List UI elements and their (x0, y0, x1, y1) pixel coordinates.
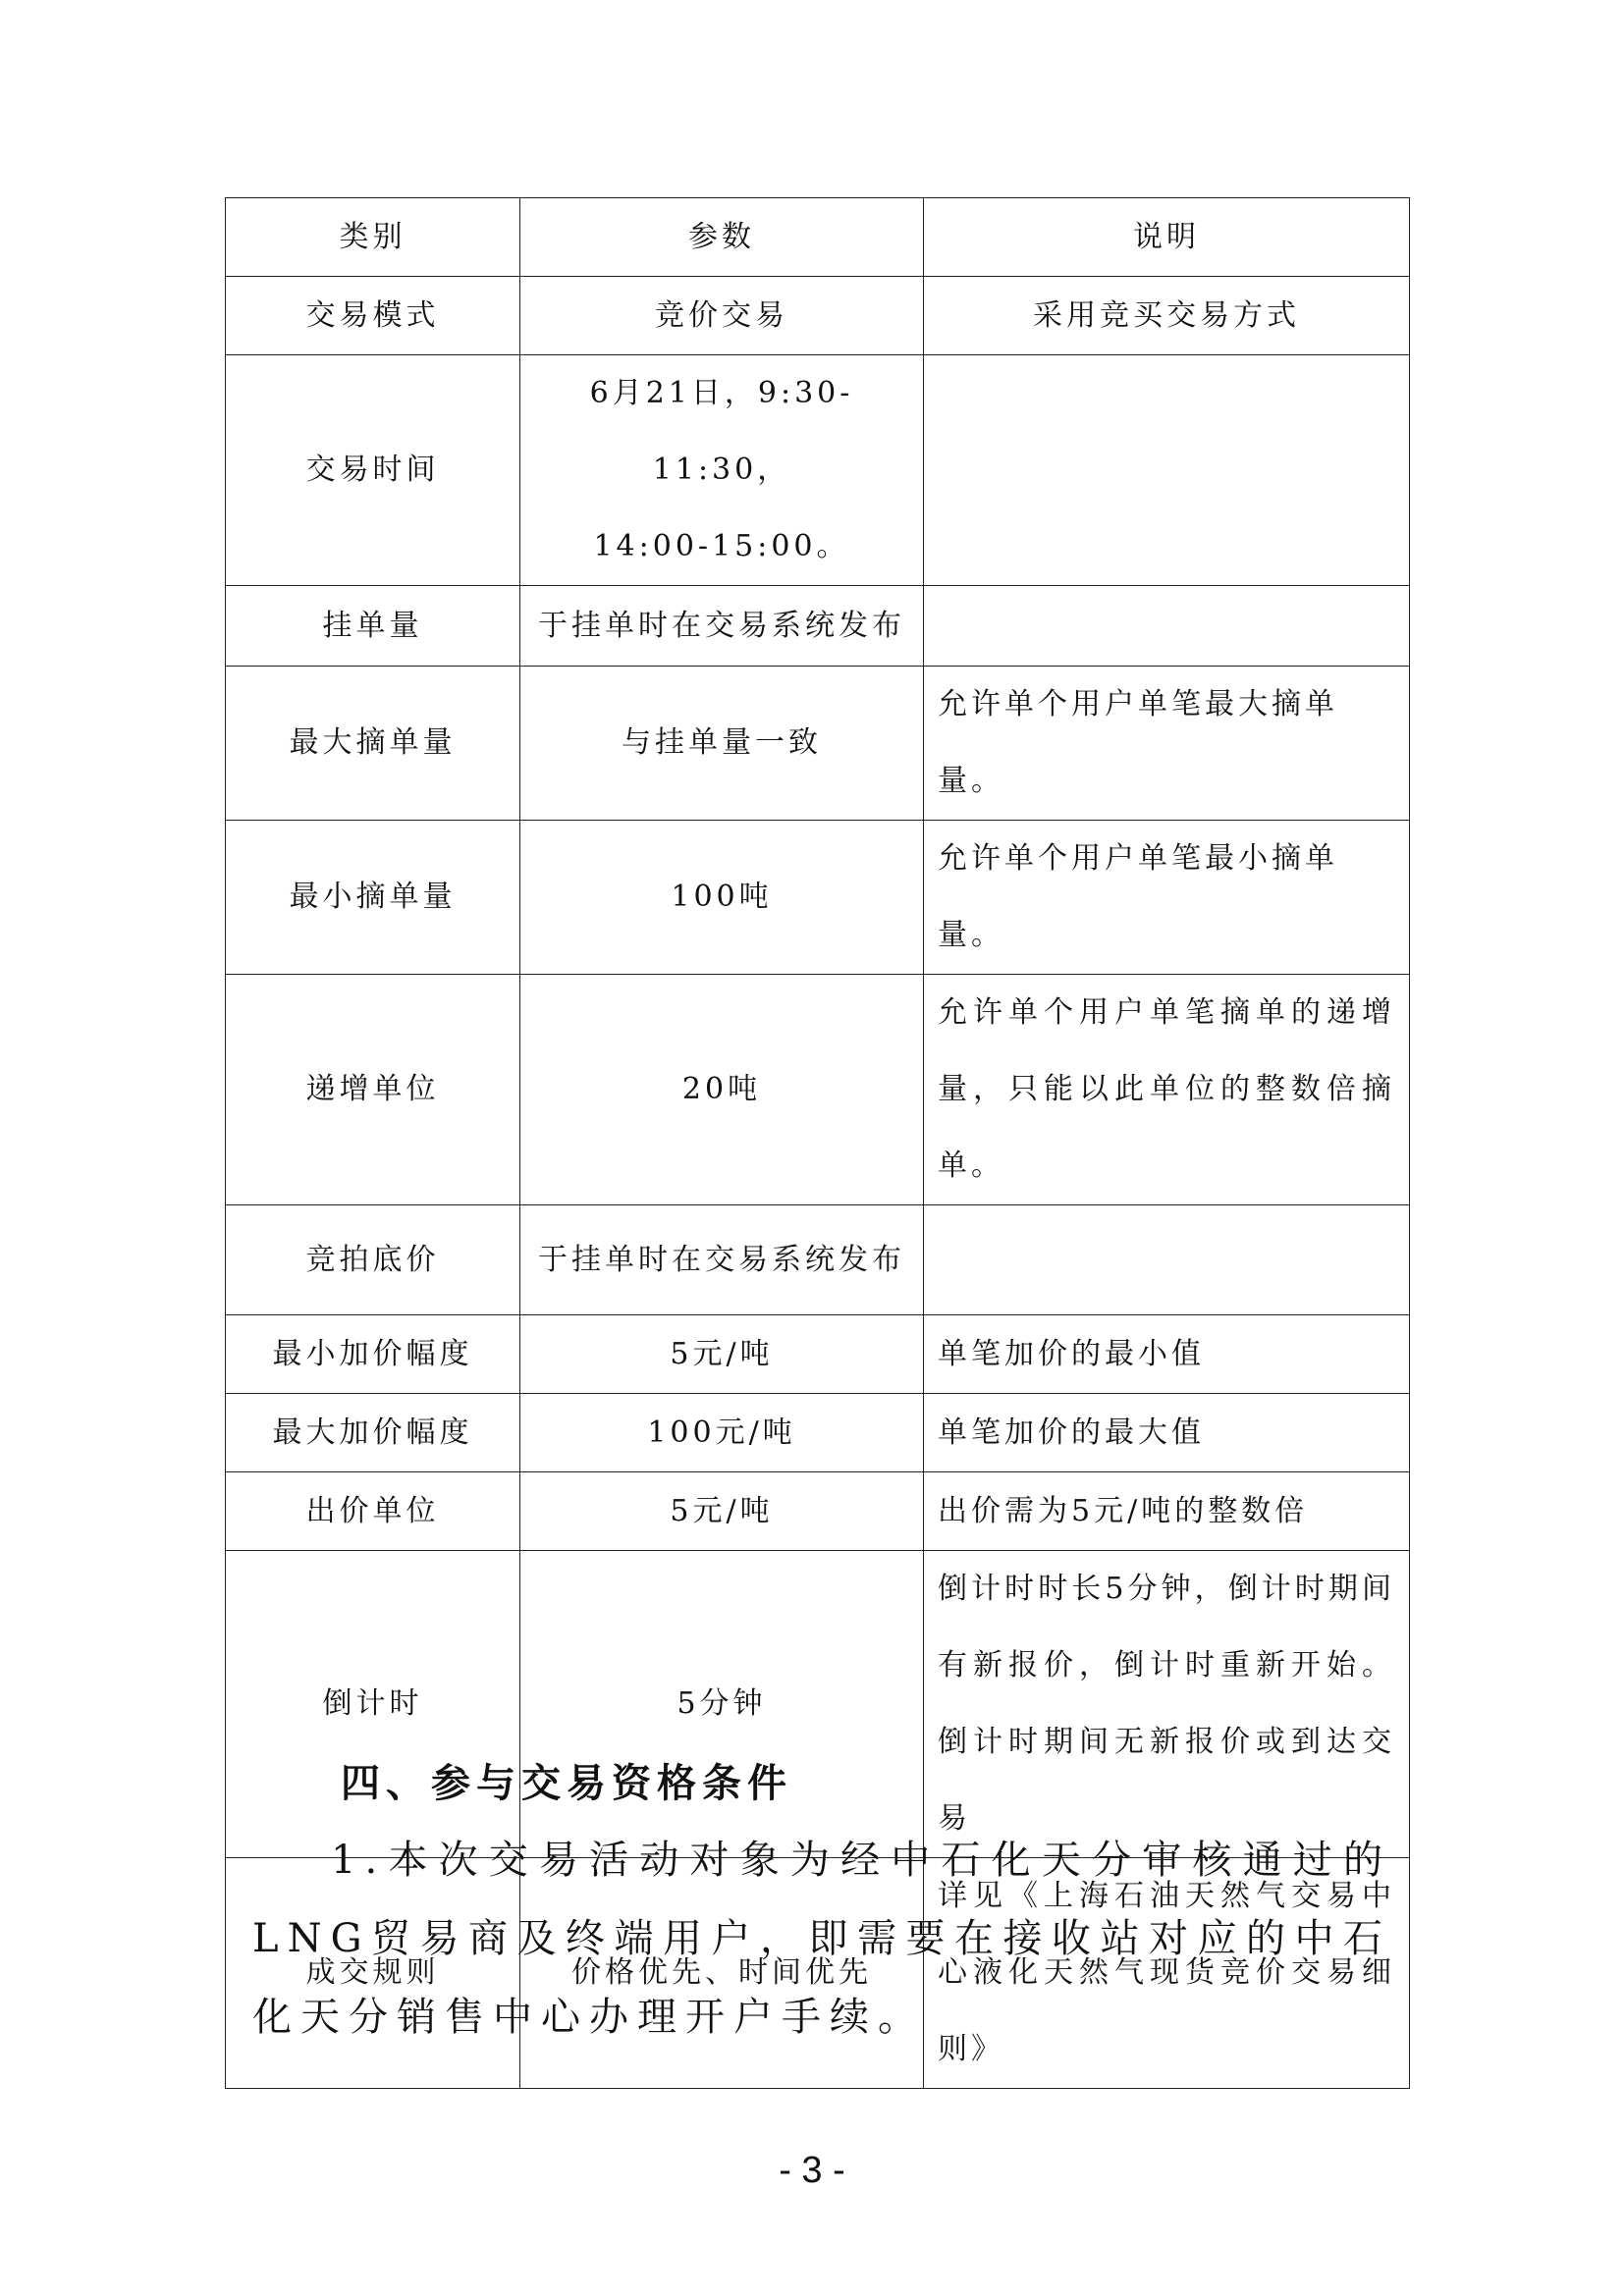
table-row (226, 1315, 1410, 1394)
row-parameter: 与挂单量一致 (520, 667, 924, 821)
row-description: 单笔加价的最大值 (924, 1394, 1410, 1472)
row-category: 成交规则 (226, 1858, 520, 2089)
header-parameter: 参数 (520, 198, 924, 277)
row-description (924, 1205, 1410, 1315)
row-parameter: 于挂单时在交易系统发布 (520, 1205, 924, 1315)
row-category: 最大摘单量 (226, 667, 520, 821)
row-parameter: 5元/吨 (520, 1315, 924, 1394)
page-number: - 3 - (779, 2150, 845, 2191)
row-description: 详见《上海石油天然气交易中心液化天然气现货竞价交易细则》 (924, 1858, 1410, 2089)
trading-time-line-1: 6月21日，9:30-11:30， (589, 376, 854, 487)
row-description: 单笔加价的最小值 (924, 1315, 1410, 1394)
table-row (226, 667, 1410, 821)
row-category: 出价单位 (226, 1472, 520, 1551)
table-row (226, 1205, 1410, 1315)
row-parameter: 竞价交易 (520, 277, 924, 355)
row-description: 倒计时时长5分钟，倒计时期间有新报价，倒计时重新开始。倒计时期间无新报价或到达交易 (924, 1551, 1410, 1858)
row-category: 交易模式 (226, 277, 520, 355)
row-parameter: 5分钟 (520, 1551, 924, 1858)
row-parameter: 100元/吨 (520, 1394, 924, 1472)
row-description: 允许单个用户单笔摘单的递增量，只能以此单位的整数倍摘单。 (924, 975, 1410, 1205)
row-category: 竞拍底价 (226, 1205, 520, 1315)
table-row (226, 1472, 1410, 1551)
row-category: 倒计时 (226, 1551, 520, 1858)
table-row (226, 355, 1410, 586)
table-row (226, 1394, 1410, 1472)
row-description: 采用竞买交易方式 (924, 277, 1410, 355)
row-parameter: 20吨 (520, 975, 924, 1205)
table-row (226, 975, 1410, 1205)
row-category: 挂单量 (226, 586, 520, 667)
header-description: 说明 (924, 198, 1410, 277)
table-header-row (226, 198, 1410, 277)
section-heading: 四、参与交易资格条件 (341, 1761, 792, 1806)
row-parameter: 5元/吨 (520, 1472, 924, 1551)
header-category: 类别 (226, 198, 520, 277)
row-description: 允许单个用户单笔最小摘单量。 (924, 821, 1410, 975)
row-description: 出价需为5元/吨的整数倍 (924, 1472, 1410, 1551)
row-parameter: 100吨 (520, 821, 924, 975)
table-row (226, 821, 1410, 975)
row-category: 交易时间 (226, 355, 520, 586)
row-parameter: 于挂单时在交易系统发布 (520, 586, 924, 667)
row-category: 递增单位 (226, 975, 520, 1205)
row-description (924, 586, 1410, 667)
row-parameter (520, 355, 924, 586)
row-description (924, 355, 1410, 586)
table-row (226, 277, 1410, 355)
table-row (226, 1551, 1410, 1858)
row-category: 最大加价幅度 (226, 1394, 520, 1472)
row-parameter: 价格优先、时间优先 (520, 1858, 924, 2089)
row-category: 最小加价幅度 (226, 1315, 520, 1394)
trading-time-line-2: 14:00-15:00。 (593, 529, 850, 563)
row-description: 允许单个用户单笔最大摘单量。 (924, 667, 1410, 821)
eligibility-paragraph: 1.本次交易活动对象为经中石化天分审核通过的LNG贸易商及终端用户，即需要在接收站对应的中石化天分销售中心办理开户手续。 (252, 1838, 1391, 2040)
table-row (226, 586, 1410, 667)
row-category: 最小摘单量 (226, 821, 520, 975)
